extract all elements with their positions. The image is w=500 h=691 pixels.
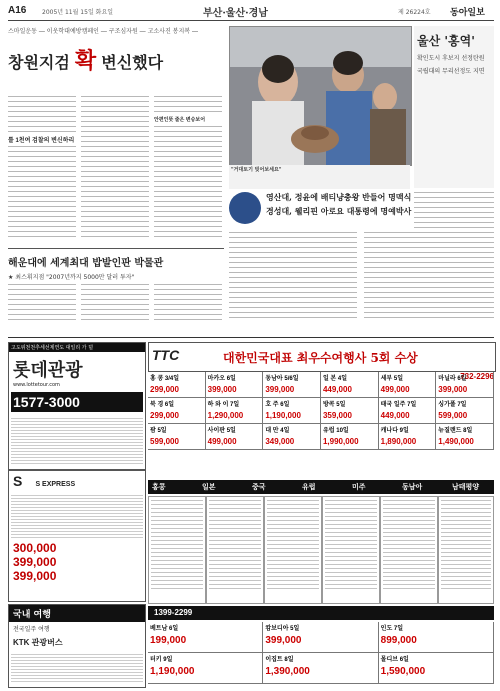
bottom-deal[interactable] xyxy=(148,622,263,653)
deal-title: 일 본 4일 xyxy=(322,376,348,382)
bottom-deal[interactable] xyxy=(263,653,378,684)
tour-deal[interactable] xyxy=(321,372,379,398)
deal-price: 899,000 xyxy=(380,635,417,646)
page-number: A16 xyxy=(8,5,27,16)
deal-title: 호 주 6일 xyxy=(265,402,290,408)
right-subtitle-2: 국립대의 무리선정도 지면 xyxy=(417,68,485,75)
s-express-ad xyxy=(8,470,146,602)
deal-price: 449,000 xyxy=(380,411,410,420)
deal-title: 마카오 6일 xyxy=(207,376,236,382)
deal-price: 299,000 xyxy=(150,385,179,394)
tour-deal[interactable] xyxy=(148,424,206,450)
domestic-title: 국내 여행 xyxy=(9,605,145,622)
bottom-deal[interactable] xyxy=(379,653,494,684)
tour-deal[interactable] xyxy=(321,398,379,424)
deal-price: 1,990,000 xyxy=(322,437,359,446)
deal-title: 태국 일주 7일 xyxy=(380,402,417,408)
article2-col-3 xyxy=(154,284,222,324)
tab-europe[interactable]: 유럽 xyxy=(302,483,316,491)
left-subhead: 틀 1천여 검찰의 변신하리 xyxy=(8,135,76,144)
news-photo xyxy=(229,26,412,166)
tour-deal[interactable] xyxy=(263,372,321,398)
right-subtitle: 확인도시 후보지 선정탄원 xyxy=(417,55,485,62)
center-headline-2: 경성대, 웰리핀 아로요 대통령에 명예박사 xyxy=(266,206,412,216)
deal-price: 499,000 xyxy=(380,385,410,394)
center-subhead: 안편인뜻 줄은 변승보어 xyxy=(154,116,222,123)
lotte-url: www.lottetour.com xyxy=(13,382,60,388)
deal-title: 이집트 8일 xyxy=(265,657,294,663)
deal-price: 599,000 xyxy=(150,437,179,446)
divider xyxy=(8,248,224,249)
deal-title: 북 경 6일 xyxy=(150,402,175,408)
deal-price: 1,290,000 xyxy=(207,411,244,420)
page-header xyxy=(8,4,494,21)
deal-price: 1,190,000 xyxy=(265,411,301,420)
deal-title: 싱가폴 7일 xyxy=(438,402,467,408)
tab-china[interactable]: 중국 xyxy=(252,483,266,491)
left-col-2-text xyxy=(81,96,149,241)
tour-deal[interactable] xyxy=(206,372,264,398)
bottom-price-grid xyxy=(148,622,494,686)
lotte-logo: 롯데관광 xyxy=(13,360,83,381)
lotte-ad-header: 고도위천천추세선제연도 대일리 가 덜 xyxy=(9,343,145,352)
deal-title: 캄보디아 5일 xyxy=(265,626,300,632)
deal-price: 1,890,000 xyxy=(380,437,417,446)
article2-col-1 xyxy=(8,284,76,324)
ttc-banner xyxy=(148,342,496,372)
deal-title: 터키 9일 xyxy=(150,657,173,663)
listing-cell xyxy=(322,496,380,604)
deal-price: 1,490,000 xyxy=(438,437,474,446)
listing-cell xyxy=(264,496,322,604)
right-title: 울산 '홍역' xyxy=(417,34,475,48)
price-399-b: 399,000 xyxy=(13,569,57,583)
ttc-banner-title: 대한민국대표 최우수여행사 5회 수상 xyxy=(223,351,418,365)
deal-title: 몰디브 6일 xyxy=(380,657,409,663)
listing-cell xyxy=(148,496,206,604)
article2-col-2 xyxy=(81,284,149,324)
deal-title: 홍 콩 3/4일 xyxy=(150,376,180,382)
article2-headline: 해운대에 세계최대 밥발인판 박물관 xyxy=(8,258,164,269)
tab-hongkong[interactable]: 홍콩 xyxy=(152,483,166,491)
deal-title: 세부 5일 xyxy=(380,376,404,382)
listing-cell xyxy=(206,496,264,604)
lotte-list xyxy=(11,416,143,466)
deal-price: 399,000 xyxy=(438,385,468,394)
deal-price: 399,000 xyxy=(265,635,302,646)
s-tag: S xyxy=(13,473,23,489)
deal-title: 뉴질랜드 8일 xyxy=(438,428,473,434)
deal-title: 방콕 5일 xyxy=(322,402,346,408)
deal-price: 399,000 xyxy=(265,385,295,394)
tab-southeast-asia[interactable]: 동남아 xyxy=(402,483,423,491)
deal-price: 399,000 xyxy=(207,385,237,394)
deal-title: 유럽 10일 xyxy=(322,428,349,434)
domestic-list xyxy=(11,652,143,684)
ad-divider xyxy=(8,337,494,338)
domestic-travel-ad xyxy=(8,604,146,688)
right-column xyxy=(414,26,494,188)
deal-title: 캐나다 9일 xyxy=(380,428,409,434)
lotte-tour-ad xyxy=(8,342,146,470)
tour-deal[interactable] xyxy=(436,372,494,398)
price-399-a: 399,000 xyxy=(13,555,57,569)
deal-price: 1,390,000 xyxy=(265,666,310,677)
tab-america[interactable]: 미주 xyxy=(352,483,366,491)
pottery-class-photo xyxy=(230,27,411,165)
deal-title: 마닐라 6일 xyxy=(438,376,467,382)
right-col-text xyxy=(414,192,494,307)
region-tabs xyxy=(148,480,494,494)
headline-accent: 확 xyxy=(74,48,97,74)
left-col-1-text xyxy=(8,96,76,241)
bottom-phone-strip xyxy=(148,606,494,620)
tour-deal[interactable] xyxy=(206,424,264,450)
tour-deal[interactable] xyxy=(379,424,437,450)
bottom-phone: 1399-2299 xyxy=(154,608,193,617)
deal-title: 동남아 5/6일 xyxy=(265,376,299,382)
ttc-phone: 732-2296 xyxy=(460,372,494,381)
deal-price: 599,000 xyxy=(438,411,468,420)
center-col-1 xyxy=(229,232,357,322)
tour-deal[interactable] xyxy=(148,398,206,424)
tour-deal[interactable] xyxy=(148,372,206,398)
lotte-phone: 1577-3000 xyxy=(11,392,143,412)
deal-price: 299,000 xyxy=(150,411,179,420)
article2-subhead: ★ 최스휘지점 "2007년까지 5000만 달러 투자" xyxy=(8,274,135,281)
tour-deal[interactable] xyxy=(436,398,494,424)
issue-date: 2005년 11월 15일 화요일 xyxy=(42,9,114,16)
tour-deal[interactable] xyxy=(206,398,264,424)
listing-cell xyxy=(438,496,494,604)
tour-deal[interactable] xyxy=(379,372,437,398)
domestic-sub: 전국일주 여행 xyxy=(13,626,50,633)
center-headline: 영산대, 정윤에 배티냥충왕 반들어 명맥식 xyxy=(266,192,412,202)
price-300: 300,000 xyxy=(13,541,57,555)
listing-cell xyxy=(380,496,438,604)
deal-price: 359,000 xyxy=(322,411,352,420)
deal-title: 사이판 5일 xyxy=(207,428,236,434)
tour-listing-grid xyxy=(148,496,494,604)
deal-title: 대 만 4일 xyxy=(265,428,290,434)
tour-deal[interactable] xyxy=(263,424,321,450)
deal-title: 괌 5일 xyxy=(150,428,167,434)
bottom-deal[interactable] xyxy=(148,653,263,684)
ttc-logo: TTC xyxy=(152,347,180,363)
photo-caption: "거대토기 빚어보세요" xyxy=(229,165,410,189)
deal-price: 349,000 xyxy=(265,437,295,446)
tour-deal[interactable] xyxy=(263,398,321,424)
deal-price: 499,000 xyxy=(207,437,237,446)
deal-price: 199,000 xyxy=(150,635,187,646)
newspaper-name: 동아일보 xyxy=(450,8,485,18)
deal-title: 인도 7일 xyxy=(380,626,404,632)
bottom-deal[interactable] xyxy=(263,622,378,653)
tab-south-pacific[interactable]: 남태평양 xyxy=(452,483,480,491)
tab-japan[interactable]: 일본 xyxy=(202,483,216,491)
tour-deal[interactable] xyxy=(436,424,494,450)
s-express-logo: S EXPRESS xyxy=(35,481,76,488)
deal-price: 449,000 xyxy=(322,385,352,394)
left-headline: 창원지검 확 변신했다 xyxy=(8,48,164,74)
deal-title: 베트남 6일 xyxy=(150,626,179,632)
deal-price: 1,590,000 xyxy=(380,666,426,677)
deal-title: 하 와 이 7일 xyxy=(207,402,240,408)
ktk-logo: KTK 관광버스 xyxy=(13,638,63,647)
section-title: 부산·울산·경남 xyxy=(203,8,268,19)
deals-grid xyxy=(148,372,494,476)
bottom-deal[interactable] xyxy=(379,622,494,653)
university-logo xyxy=(229,192,261,224)
s-express-list xyxy=(11,493,143,539)
deal-price: 1,190,000 xyxy=(150,666,195,677)
tour-deal[interactable] xyxy=(321,424,379,450)
issue-number: 제 26224호 xyxy=(398,9,431,16)
tour-deal[interactable] xyxy=(379,398,437,424)
left-kicker: 스마일운동 ― 이웃학대예방캠페인 ― 구조심자원 ― 고소사진 봉지복 ― xyxy=(8,28,198,35)
